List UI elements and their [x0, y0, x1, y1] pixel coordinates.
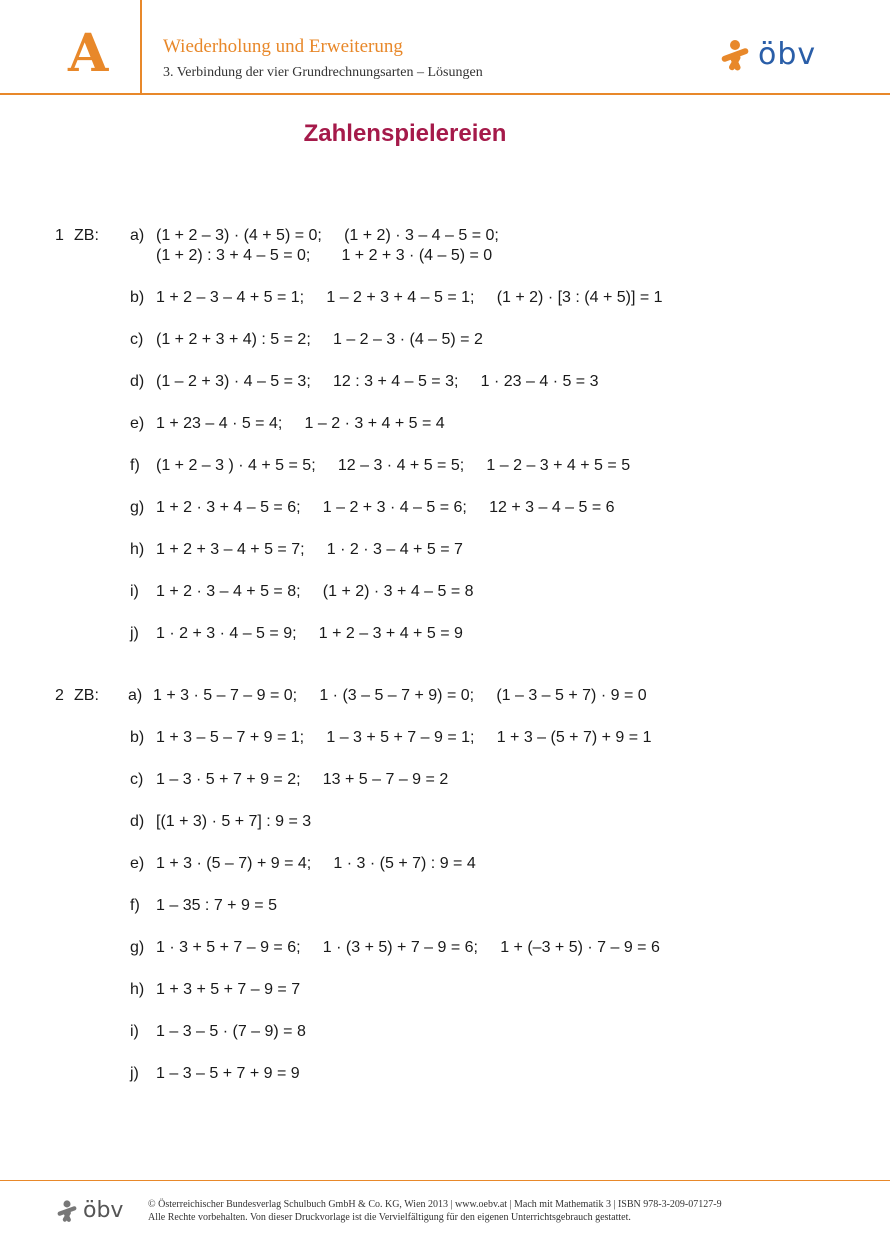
- equation-line: 1 + 2 · 3 – 4 + 5 = 8; (1 + 2) · 3 + 4 – 5 = 8: [156, 583, 474, 600]
- item-label: g): [130, 939, 145, 956]
- item-label: h): [130, 541, 145, 558]
- equation-line: 1 – 3 – 5 · (7 – 9) = 8: [156, 1023, 306, 1040]
- equation-line: 1 + 3 + 5 + 7 – 9 = 7: [156, 981, 301, 998]
- footer-copyright: © Österreichischer Bundesverlag Schulbuch GmbH & Co. KG, Wien 2013 | www.oebv.at | Mach mit Mathematik 3 | ISBN 978-3-209-07127-9: [148, 1199, 722, 1210]
- equation-line: 1 + 2 + 3 – 4 + 5 = 7; 1 · 2 · 3 – 4 + 5 = 7: [156, 541, 463, 558]
- task-prefix: ZB:: [74, 227, 99, 244]
- item-label: d): [130, 813, 145, 830]
- equation-line: 1 + 2 – 3 – 4 + 5 = 1; 1 – 2 + 3 + 4 – 5 = 1; (1 + 2) · [3 : (4 + 5)] = 1: [156, 289, 663, 306]
- item-label: c): [130, 771, 144, 788]
- header-subtitle: 3. Verbindung der vier Grundrechnungsarten – Lösungen: [163, 65, 483, 80]
- item-label: d): [130, 373, 145, 390]
- item-label: i): [130, 583, 139, 600]
- equation-line: (1 + 2 – 3) · (4 + 5) = 0; (1 + 2) · 3 – 4 – 5 = 0;: [156, 227, 499, 244]
- item-label: a): [128, 687, 143, 704]
- item-label: f): [130, 457, 140, 474]
- page-header: [0, 0, 890, 95]
- equation-line: 1 · 2 + 3 · 4 – 5 = 9; 1 + 2 – 3 + 4 + 5 = 9: [156, 625, 463, 642]
- star-icon: [718, 38, 752, 72]
- item-label: b): [130, 729, 145, 746]
- footer-rights: Alle Rechte vorbehalten. Von dieser Druckvorlage ist die Vervielfältigung für den eigenen Unterrichtsgebrauch gestattet.: [148, 1212, 631, 1223]
- footer-text: [148, 1198, 722, 1224]
- star-icon: [55, 1199, 79, 1223]
- equation-line: (1 + 2 + 3 + 4) : 5 = 2; 1 – 2 – 3 · (4 – 5) = 2: [156, 331, 483, 348]
- equation-line: 1 + 3 – 5 – 7 + 9 = 1; 1 – 3 + 5 + 7 – 9 = 1; 1 + 3 – (5 + 7) + 9 = 1: [156, 729, 652, 746]
- chapter-letter-box: [0, 0, 142, 93]
- item-label: e): [130, 855, 145, 872]
- task-prefix: ZB:: [74, 687, 99, 704]
- equation-line: 1 + 23 – 4 · 5 = 4; 1 – 2 · 3 + 4 + 5 = 4: [156, 415, 445, 432]
- equation-line: 1 · 3 + 5 + 7 – 9 = 6; 1 · (3 + 5) + 7 – 9 = 6; 1 + (–3 + 5) · 7 – 9 = 6: [156, 939, 660, 956]
- footer-logo-text: öbv: [83, 1198, 124, 1223]
- header-title: Wiederholung und Erweiterung: [163, 36, 403, 57]
- footer-rule: [0, 1180, 890, 1181]
- logo-text: öbv: [758, 37, 817, 72]
- chapter-letter: A: [68, 23, 109, 84]
- task-number: 2: [55, 687, 64, 704]
- item-label: g): [130, 499, 145, 516]
- item-label: h): [130, 981, 145, 998]
- item-label: j): [130, 1065, 139, 1082]
- equation-line: 1 – 3 · 5 + 7 + 9 = 2; 13 + 5 – 7 – 9 = 2: [156, 771, 449, 788]
- equation-line: [(1 + 3) · 5 + 7] : 9 = 3: [156, 813, 312, 830]
- item-label: j): [130, 625, 139, 642]
- item-label: e): [130, 415, 145, 432]
- footer-logo: [55, 1199, 123, 1223]
- item-label: i): [130, 1023, 139, 1040]
- equation-line: 1 + 2 · 3 + 4 – 5 = 6; 1 – 2 + 3 · 4 – 5 = 6; 12 + 3 – 4 – 5 = 6: [156, 499, 615, 516]
- page-title: Zahlenspielereien: [303, 120, 507, 147]
- equation-line: (1 + 2 – 3 ) · 4 + 5 = 5; 12 – 3 · 4 + 5 = 5; 1 – 2 – 3 + 4 + 5 = 5: [156, 457, 631, 474]
- item-label: a): [130, 227, 145, 244]
- equation-line: (1 – 2 + 3) · 4 – 5 = 3; 12 : 3 + 4 – 5 = 3; 1 · 23 – 4 · 5 = 3: [156, 373, 599, 390]
- item-label: b): [130, 289, 145, 306]
- item-label: f): [130, 897, 140, 914]
- equation-line: (1 + 2) : 3 + 4 – 5 = 0; 1 + 2 + 3 · (4 – 5) = 0: [156, 247, 493, 264]
- equation-line: 1 + 3 · (5 – 7) + 9 = 4; 1 · 3 · (5 + 7) : 9 = 4: [156, 855, 476, 872]
- equation-line: 1 – 3 – 5 + 7 + 9 = 9: [156, 1065, 300, 1082]
- item-label: c): [130, 331, 144, 348]
- equation-line: 1 – 35 : 7 + 9 = 5: [156, 897, 277, 914]
- header-rule: [0, 93, 890, 95]
- equation-line: 1 + 3 · 5 – 7 – 9 = 0; 1 · (3 – 5 – 7 + 9) = 0; (1 – 3 – 5 + 7) · 9 = 0: [153, 687, 647, 704]
- publisher-logo: [718, 38, 816, 72]
- task-number: 1: [55, 227, 64, 244]
